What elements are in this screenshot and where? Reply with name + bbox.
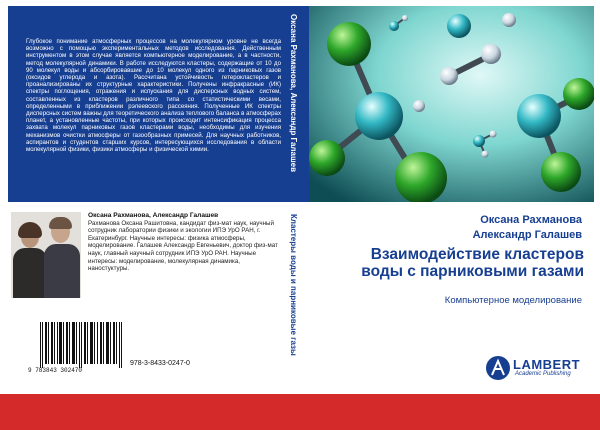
- bottom-red-band: [0, 394, 600, 430]
- cover-author-1: Оксана Рахманова: [480, 214, 582, 226]
- author-bio-text: Рахманова Оксана Рашитовна, кандидат физ-мат наук, научный сотрудник лаборатории физики и экологии ИПЭ УрО РАН, г. Екатеринбург. Научные интересы: физика атмосферы, моделирование. Галашев Александр Евгеньевич, доктор физ-мат наук, главный научный сотрудник ИПЭ УрО РАН. Научные интересы: моделирование, молекулярная динамика, наностуктуры.: [88, 219, 278, 273]
- lambda-logo-icon: [485, 355, 511, 381]
- publisher-name: LAMBERT: [513, 357, 581, 372]
- author-photo: [11, 212, 81, 298]
- publisher-subname: Academic Publishing: [515, 371, 571, 377]
- book-subtitle: Компьютерное моделирование: [444, 295, 582, 306]
- book-title: Взаимодействие кластеров воды с парниковыми газами: [361, 246, 584, 280]
- barcode-area: [26, 322, 222, 380]
- cover-author-2: Александр Галашев: [472, 229, 582, 241]
- book-description: Глубокое понимание атмосферных процессов на молекулярном уровне не всегда возможно с помощью экспериментальных методов исследования. Действенным инструментом в этом случае является компьютерное моделирование, а в частности, метод молекулярной динамики. В работе исследуются кластеры, содержащие от 10 до 90 молекул воды и абсорбировавшие до 10 молекул одного из парниковых газов (оксидов углерода и азота). Рассчитана устойчивость гетерокластеров и проанализированы их структурные характеристики. Получены инфракрасные (ИК) спектры поглощения, отражения и испускания для дисперсных водных систем, составленных из кластеров различного типа со статистическими весами, определенными в приближении рэлеевского рассеяния. Полученные ИК спектры дисперсных систем важны для теоретического анализа теплового баланса в атмосферах планет, а установленные частоты, при которых происходит интенсификация процесса захвата молекул парниковых газов кластерами воды, необходимы для изучения механизмов очистки атмосферы от газообразных примесей. Для научных работников, аспирантов и студентов старших курсов, интересующихся исследования в области молекулярной физики, физики атмосферы и физической химии.: [26, 38, 281, 154]
- molecule-illustration: [309, 6, 594, 202]
- author-bio: [88, 212, 278, 273]
- barcode-digits: 9 783843 302470: [28, 367, 83, 374]
- barcode: [38, 322, 124, 368]
- back-cover: [0, 0, 283, 394]
- spine-title: Кластеры воды и парниковые газы: [289, 214, 298, 356]
- spine: [283, 0, 309, 394]
- author-bio-title: Оксана Рахманова, Александр Галашев: [88, 212, 219, 219]
- front-cover: [309, 0, 594, 394]
- cover-authors: [473, 213, 582, 243]
- publisher-logo: [485, 355, 585, 381]
- back-description-panel: [8, 6, 283, 202]
- spine-authors: Оксана Рахманова, Александр Галашев: [289, 14, 298, 172]
- isbn: 978-3-8433-0247-0: [130, 360, 190, 367]
